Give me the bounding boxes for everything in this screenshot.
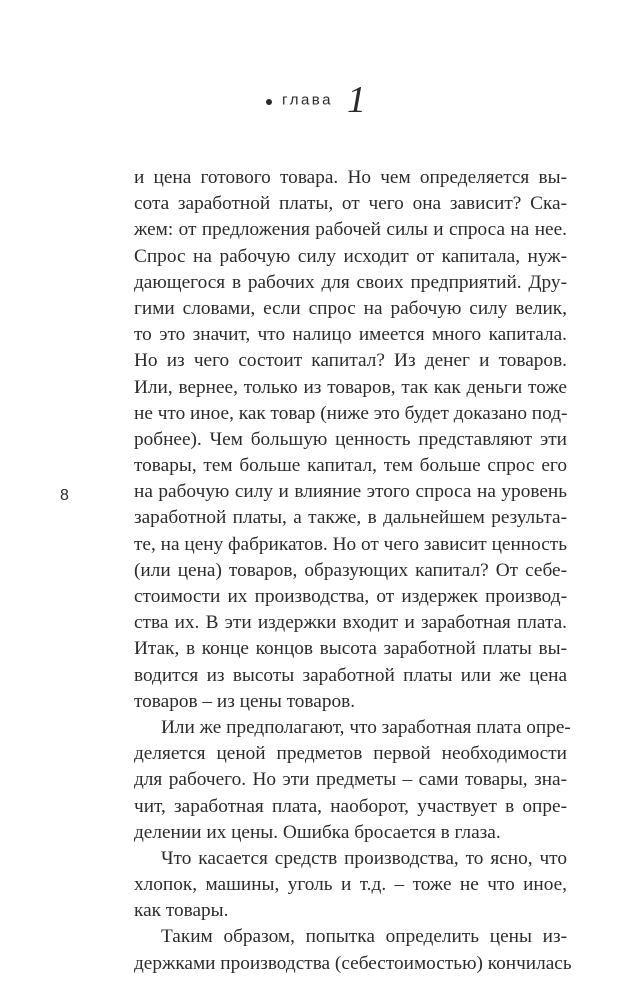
- text-line: чит, заработная плата, наоборот, участвует в опре-: [134, 795, 567, 817]
- text-line: держками производства (себестоимостью) кончилась: [134, 952, 572, 974]
- text-line: товаров – из цены товаров.: [134, 690, 356, 712]
- text-line: ства их. В эти издержки входит и заработная плата.: [134, 612, 567, 634]
- text-line: стоимости их производства, от издержек производ-: [134, 586, 567, 607]
- bullet-dot-icon: [266, 99, 272, 105]
- text-line: то это значит, что налицо имеется много капитала.: [134, 324, 567, 346]
- text-line: робнее). Чем большую ценность представляют эти: [134, 428, 567, 450]
- text-line: как товары.: [134, 900, 229, 922]
- text-line: Спрос на рабочую силу исходит от капитала, нуж-: [134, 245, 567, 267]
- text-line: делении их цены. Ошибка бросается в глаза.: [134, 821, 501, 843]
- page-number: 8: [60, 487, 69, 504]
- chapter-number: 1: [346, 79, 366, 121]
- text-line: дающегося в рабочих для своих предприятий. Дру-: [134, 271, 567, 293]
- text-line: сота заработной платы, от чего она зависит? Ска-: [134, 193, 567, 215]
- text-line: заработной платы, а также, в дальнейшем результа-: [134, 507, 567, 529]
- text-line: те, на цену фабрикатов. Но от чего зависит ценность: [134, 533, 567, 555]
- text-line: (или цена) товаров, образующих капитал? От себе-: [134, 559, 567, 581]
- text-line: гими словами, если спрос на рабочую силу велик,: [134, 297, 567, 319]
- text-line: на рабочую силу и влияние этого спроса на уровень: [134, 481, 567, 503]
- text-line: Таким образом, попытка определить цены из-: [161, 926, 567, 948]
- text-line: Но из чего состоит капитал? Из денег и товаров.: [134, 350, 567, 372]
- text-line: Или, вернее, только из товаров, так как деньги тоже: [134, 376, 567, 398]
- text-line: для рабочего. Но эти предметы – сами товары, зна-: [134, 769, 567, 791]
- text-line: и цена готового товара. Но чем определяется вы-: [134, 167, 567, 188]
- text-line: деляется ценой предметов первой необходимости: [134, 743, 567, 765]
- text-line: товары, тем больше капитал, тем больше спрос его: [134, 455, 567, 477]
- text-line: водится из высоты заработной платы или же цена: [134, 664, 567, 686]
- text-line: Что касается средств производства, то ясно, что: [161, 847, 567, 869]
- chapter-header: [0, 78, 632, 122]
- text-line: жем: от предложения рабочей силы и спроса на нее.: [134, 219, 567, 241]
- chapter-label: глава: [282, 91, 333, 109]
- text-line: хлопок, машины, уголь и т.д. – тоже не что иное,: [134, 874, 567, 896]
- text-line: не что иное, как товар (ниже это будет доказано под-: [134, 402, 568, 424]
- text-line: Итак, в конце концов высота заработной платы вы-: [134, 638, 567, 660]
- body-text: [134, 165, 572, 977]
- text-line: Или же предполагают, что заработная плата опре-: [161, 716, 571, 738]
